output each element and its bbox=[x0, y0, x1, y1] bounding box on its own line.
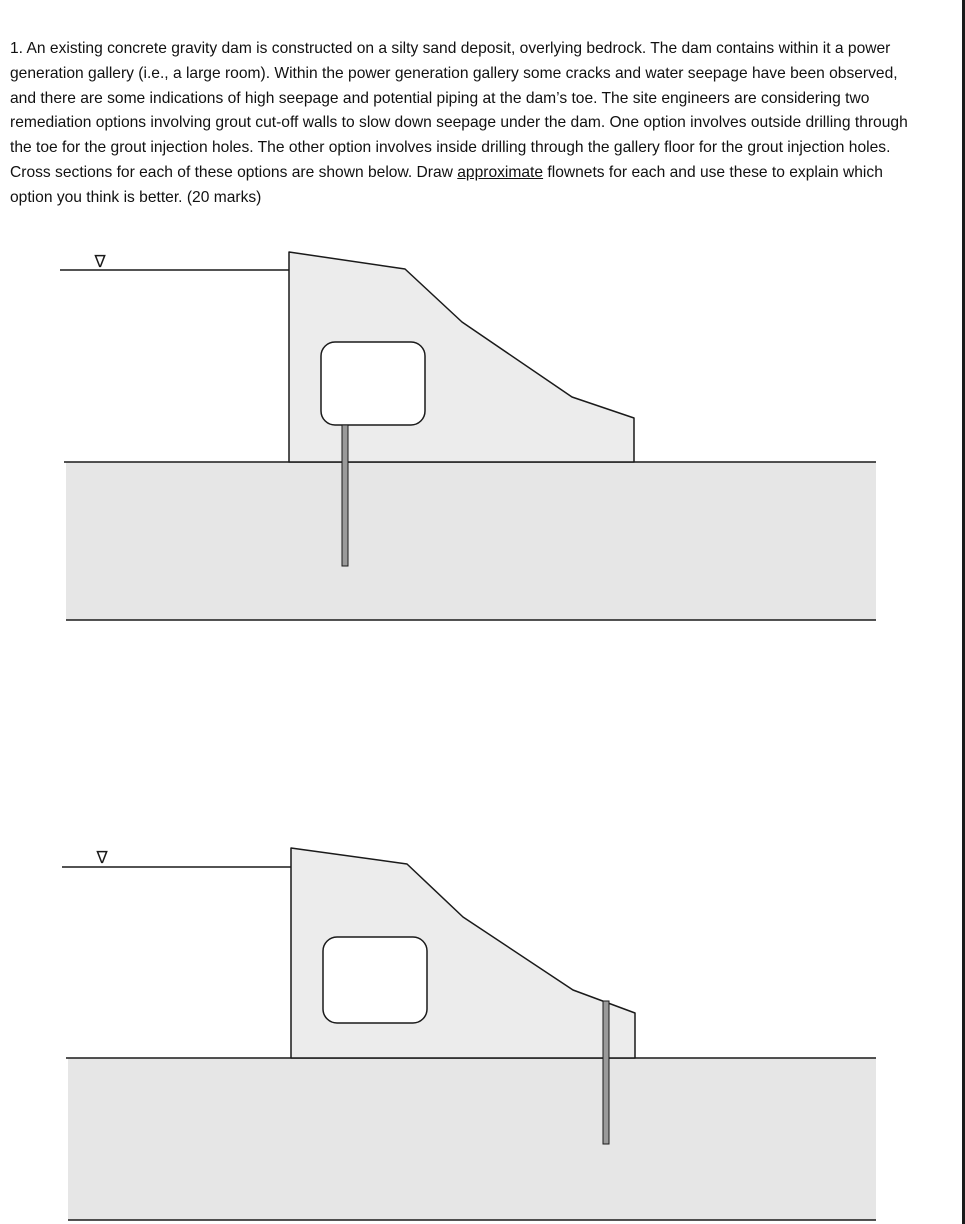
silty-sand-layer bbox=[66, 462, 876, 620]
question-body-end: flownets for each and use these to explain which option you think is better. (20 marks) bbox=[10, 163, 883, 206]
question-paragraph bbox=[10, 37, 910, 211]
silty-sand-layer bbox=[68, 1058, 876, 1220]
water-level-icon: ∇ bbox=[94, 252, 106, 272]
grout-cutoff-wall bbox=[342, 425, 348, 566]
water-level-icon: ∇ bbox=[96, 848, 108, 868]
power-generation-gallery bbox=[321, 342, 425, 425]
cross-section-gallery-cutoff bbox=[0, 240, 965, 640]
question-body: An existing concrete gravity dam is constructed on a silty sand deposit, overlying bedrock. The dam contains within it a power generation gallery (i.e., a large room). Within the power generation gallery some cracks and water seepage have been observed, and there are some indications of high seepage and potential piping at the dam’s toe. The site engineers are considering two remediation options involving grout cut-off walls to slow down seepage under the dam. One option involves outside drilling through the toe for the grout injection holes. The other option involves inside drilling through the gallery floor for the grout injection holes. Cross sections for each of these options are shown below. Draw bbox=[10, 40, 908, 181]
question-underlined-word: approximate bbox=[457, 163, 544, 181]
question-number: 1. bbox=[10, 40, 24, 57]
question-text bbox=[10, 37, 910, 211]
cross-section-toe-cutoff bbox=[0, 838, 965, 1224]
grout-cutoff-wall bbox=[603, 1001, 609, 1144]
power-generation-gallery bbox=[323, 937, 427, 1023]
